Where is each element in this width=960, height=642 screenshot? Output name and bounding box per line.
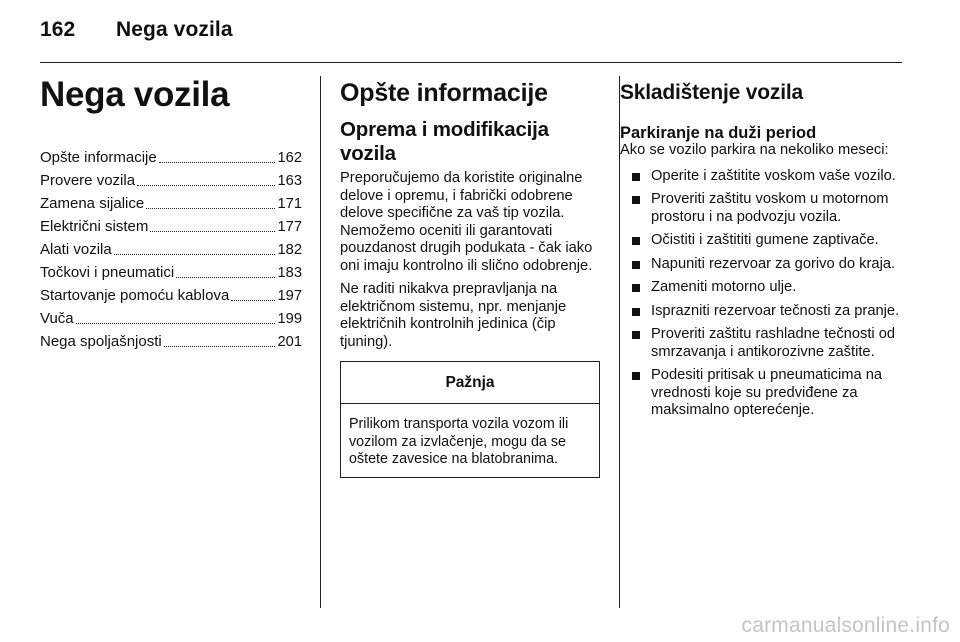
chapter-title: Nega vozila <box>40 75 230 114</box>
list-item-text: Zameniti motorno ulje. <box>651 279 797 295</box>
list-item-text: Isprazniti rezervoar tečnosti za pranje. <box>651 302 900 319</box>
toc-entry[interactable] <box>40 284 302 307</box>
list-item-text: Napuniti rezervoar za gorivo do kraja. <box>651 255 896 272</box>
toc-leader-dots <box>76 323 276 324</box>
caution-notice-box <box>340 361 600 478</box>
section-heading: Skladištenje vozila <box>620 81 803 104</box>
toc-leader-dots <box>137 185 275 186</box>
list-item-text: Očistiti i zaštititi gumene zaptivače. <box>651 232 879 248</box>
toc-entry-page: 182 <box>277 242 302 258</box>
toc-entry-title: Provere vozila <box>40 172 136 189</box>
toc-entry-page: 201 <box>277 334 302 350</box>
table-of-contents <box>40 146 302 353</box>
bullet-square-icon <box>632 372 640 380</box>
toc-entry[interactable] <box>40 215 302 238</box>
toc-entry-page: 197 <box>277 288 302 304</box>
bullet-square-icon <box>632 196 640 204</box>
list-item <box>620 168 904 186</box>
bullet-square-icon <box>632 261 640 269</box>
list-item-text: Podesiti pritisak u pneumaticima na vrednosti koje su predviđene za maksimalno opterećenje. <box>651 367 883 418</box>
subsection-heading: Oprema i modifikacija vozila <box>340 118 549 165</box>
list-item-text: Operite i zaštitite voskom vaše vozilo. <box>651 167 896 184</box>
subsection-heading: Parkiranje na duži period <box>620 124 817 142</box>
toc-entry-title: Zamena sijalice <box>40 195 145 212</box>
toc-entry[interactable] <box>40 192 302 215</box>
caution-notice-text: Prilikom transporta vozila vozom ili vozilom za izvlačenje, mogu da se oštete zavesice na blatobranima. <box>349 416 569 467</box>
section-heading: Opšte informacije <box>340 79 548 107</box>
toc-leader-dots <box>114 254 276 255</box>
list-item <box>620 191 904 226</box>
list-item-text: Proveriti zaštitu rashladne tečnosti od smrzavanja i antikorozivne zaštite. <box>651 326 896 360</box>
body-paragraph: Preporučujemo da koristite originalne delove i opremu, i fabrički odobrene delove specifične za vaš tip vozila. Nemožemo oceniti ili garantovati pouzdanost drugih podukata - čak iako oni imaju kontrolno ili slično odobrenje. <box>340 170 593 274</box>
column-divider-left <box>320 76 321 608</box>
toc-entry-page: 162 <box>277 150 302 166</box>
toc-entry[interactable] <box>40 307 302 330</box>
storage-checklist <box>620 168 904 420</box>
bullet-square-icon <box>632 308 640 316</box>
header-divider <box>40 62 902 63</box>
page-number: 162 <box>40 18 76 41</box>
toc-entry[interactable] <box>40 169 302 192</box>
toc-entry[interactable] <box>40 146 302 169</box>
general-info-column <box>340 70 604 478</box>
toc-entry-page: 171 <box>277 196 302 212</box>
intro-paragraph: Ako se vozilo parkira na nekoliko meseci: <box>620 142 889 158</box>
toc-entry-title: Startovanje pomoću kablova <box>40 287 230 304</box>
toc-entry-title: Vuča <box>40 310 74 327</box>
list-item <box>620 232 904 250</box>
toc-entry-page: 177 <box>277 219 302 235</box>
bullet-square-icon <box>632 237 640 245</box>
caution-notice-title: Pažnja <box>341 362 599 404</box>
toc-leader-dots <box>146 208 275 209</box>
toc-entry-title: Alati vozila <box>40 241 112 258</box>
toc-entry-page: 183 <box>277 265 302 281</box>
toc-leader-dots <box>231 300 275 301</box>
toc-leader-dots <box>150 231 275 232</box>
toc-entry-title: Nega spoljašnjosti <box>40 333 162 350</box>
toc-leader-dots <box>164 346 276 347</box>
list-item <box>620 256 904 274</box>
toc-entry[interactable] <box>40 261 302 284</box>
list-item <box>620 279 904 297</box>
toc-entry-title: Točkovi i pneumatici <box>40 264 175 281</box>
toc-entry-title: Električni sistem <box>40 218 149 235</box>
toc-entry-title: Opšte informacije <box>40 149 157 166</box>
chapter-contents-column <box>40 70 302 353</box>
toc-leader-dots <box>159 162 276 163</box>
list-item-text: Proveriti zaštitu voskom u motornom prostoru i na podvozju vozila. <box>651 191 889 225</box>
toc-entry[interactable] <box>40 238 302 261</box>
toc-entry[interactable] <box>40 330 302 353</box>
toc-entry-page: 199 <box>277 311 302 327</box>
list-item <box>620 326 904 361</box>
bullet-square-icon <box>632 331 640 339</box>
bullet-square-icon <box>632 284 640 292</box>
body-paragraph: Ne raditi nikakva prepravljanja na električnom sistemu, npr. menjanje električnih kontrolnih jedinica (čip tjuning). <box>340 281 567 350</box>
running-section-title: Nega vozila <box>116 18 233 41</box>
bullet-square-icon <box>632 173 640 181</box>
list-item <box>620 303 904 321</box>
list-item <box>620 367 904 420</box>
toc-leader-dots <box>176 277 275 278</box>
vehicle-storage-column <box>620 70 904 426</box>
site-watermark: carmanualsonline.info <box>741 614 950 637</box>
toc-entry-page: 163 <box>277 173 302 189</box>
